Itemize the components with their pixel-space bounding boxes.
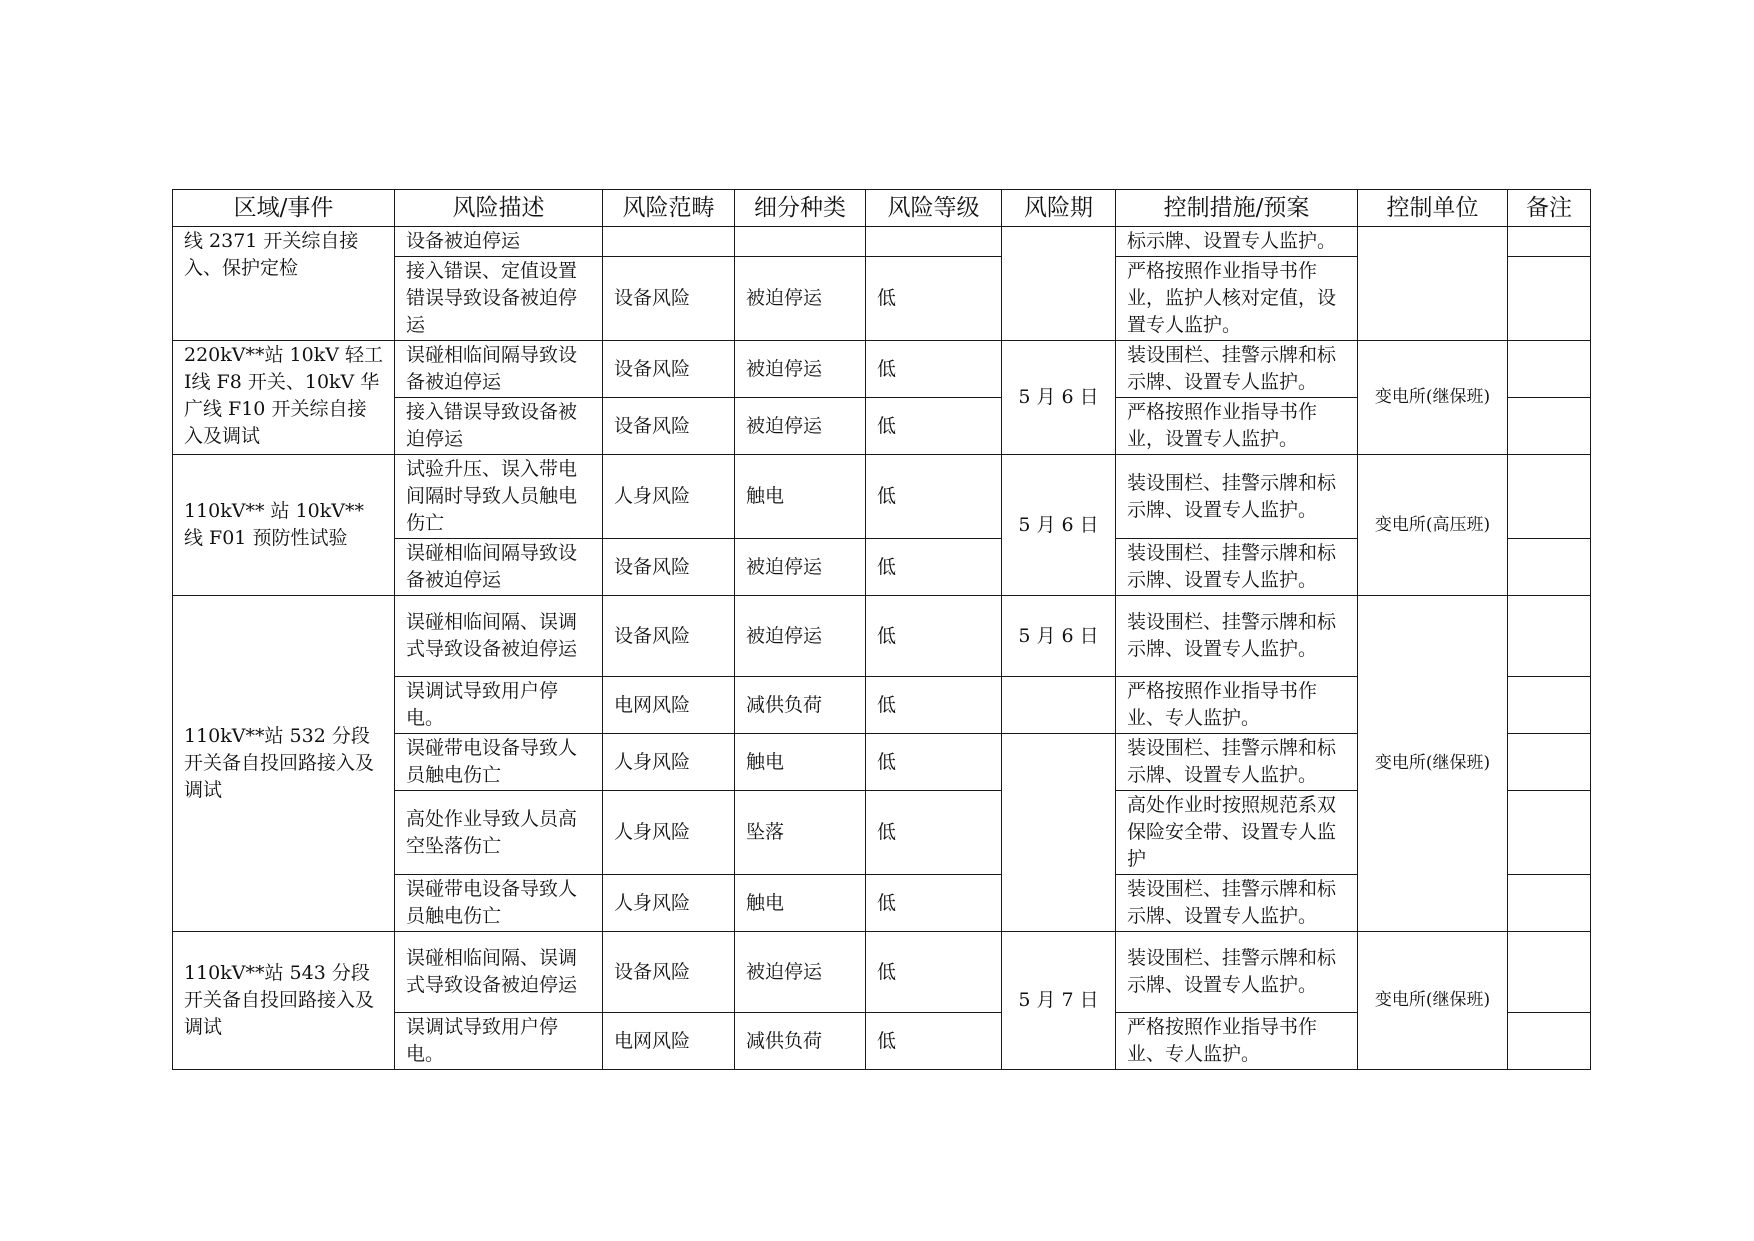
measure-cell: 装设围栏、挂警示牌和标示牌、设置专人监护。 — [1116, 341, 1358, 398]
category-cell: 设备风险 — [603, 932, 735, 1013]
level-cell: 低 — [866, 932, 1002, 1013]
subtype-cell: 触电 — [735, 875, 866, 932]
measure-cell: 装设围栏、挂警示牌和标示牌、设置专人监护。 — [1116, 875, 1358, 932]
unit-cell: 变电所(继保班) — [1358, 341, 1508, 455]
area-cell: 线 2371 开关综自接入、保护定检 — [173, 227, 395, 341]
desc-cell: 误调试导致用户停电。 — [395, 677, 603, 734]
category-cell — [603, 227, 735, 257]
measure-cell: 装设围栏、挂警示牌和标示牌、设置专人监护。 — [1116, 455, 1358, 539]
header-measure: 控制措施/预案 — [1116, 190, 1358, 227]
unit-cell: 变电所(高压班) — [1358, 455, 1508, 596]
category-cell: 设备风险 — [603, 341, 735, 398]
desc-cell: 误碰相临间隔、误调式导致设备被迫停运 — [395, 932, 603, 1013]
header-row — [173, 190, 1591, 227]
level-cell: 低 — [866, 257, 1002, 341]
unit-cell — [1358, 227, 1508, 341]
table-row — [173, 596, 1591, 677]
level-cell: 低 — [866, 539, 1002, 596]
desc-cell: 误碰相临间隔导致设备被迫停运 — [395, 539, 603, 596]
desc-cell: 接入错误导致设备被迫停运 — [395, 398, 603, 455]
subtype-cell: 被迫停运 — [735, 596, 866, 677]
note-cell — [1508, 398, 1591, 455]
header-subtype: 细分种类 — [735, 190, 866, 227]
subtype-cell: 被迫停运 — [735, 539, 866, 596]
note-cell — [1508, 257, 1591, 341]
measure-cell: 严格按照作业指导书作业、专人监护。 — [1116, 1013, 1358, 1070]
note-cell — [1508, 734, 1591, 791]
category-cell: 设备风险 — [603, 539, 735, 596]
category-cell: 人身风险 — [603, 455, 735, 539]
category-cell: 设备风险 — [603, 257, 735, 341]
table-row — [173, 455, 1591, 539]
level-cell: 低 — [866, 596, 1002, 677]
subtype-cell: 触电 — [735, 455, 866, 539]
unit-cell: 变电所(继保班) — [1358, 932, 1508, 1070]
period-cell — [1002, 227, 1116, 341]
header-category: 风险范畴 — [603, 190, 735, 227]
measure-cell: 装设围栏、挂警示牌和标示牌、设置专人监护。 — [1116, 734, 1358, 791]
period-cell: 5 月 6 日 — [1002, 341, 1116, 455]
category-cell: 电网风险 — [603, 677, 735, 734]
measure-cell: 严格按照作业指导书作业、专人监护。 — [1116, 677, 1358, 734]
level-cell — [866, 227, 1002, 257]
table-row — [173, 341, 1591, 398]
period-cell: 5 月 7 日 — [1002, 932, 1116, 1070]
note-cell — [1508, 1013, 1591, 1070]
subtype-cell: 减供负荷 — [735, 677, 866, 734]
level-cell: 低 — [866, 734, 1002, 791]
desc-cell: 误碰带电设备导致人员触电伤亡 — [395, 875, 603, 932]
note-cell — [1508, 596, 1591, 677]
desc-cell: 误碰相临间隔导致设备被迫停运 — [395, 341, 603, 398]
note-cell — [1508, 932, 1591, 1013]
note-cell — [1508, 341, 1591, 398]
note-cell — [1508, 791, 1591, 875]
table-row — [173, 227, 1591, 257]
subtype-cell: 被迫停运 — [735, 257, 866, 341]
subtype-cell — [735, 227, 866, 257]
level-cell: 低 — [866, 341, 1002, 398]
period-cell — [1002, 734, 1116, 932]
period-cell — [1002, 677, 1116, 734]
level-cell: 低 — [866, 455, 1002, 539]
desc-cell: 误调试导致用户停电。 — [395, 1013, 603, 1070]
note-cell — [1508, 455, 1591, 539]
level-cell: 低 — [866, 677, 1002, 734]
period-cell: 5 月 6 日 — [1002, 596, 1116, 677]
header-unit: 控制单位 — [1358, 190, 1508, 227]
measure-cell: 高处作业时按照规范系双保险安全带、设置专人监护 — [1116, 791, 1358, 875]
header-level: 风险等级 — [866, 190, 1002, 227]
desc-cell: 误碰相临间隔、误调式导致设备被迫停运 — [395, 596, 603, 677]
level-cell: 低 — [866, 875, 1002, 932]
subtype-cell: 坠落 — [735, 791, 866, 875]
category-cell: 设备风险 — [603, 398, 735, 455]
header-desc: 风险描述 — [395, 190, 603, 227]
desc-cell: 误碰带电设备导致人员触电伤亡 — [395, 734, 603, 791]
area-cell: 110kV** 站 10kV** 线 F01 预防性试验 — [173, 455, 395, 596]
level-cell: 低 — [866, 398, 1002, 455]
area-cell: 110kV**站 532 分段开关备自投回路接入及调试 — [173, 596, 395, 932]
category-cell: 设备风险 — [603, 596, 735, 677]
risk-table — [172, 189, 1591, 1070]
desc-cell: 接入错误、定值设置错误导致设备被迫停运 — [395, 257, 603, 341]
subtype-cell: 被迫停运 — [735, 932, 866, 1013]
table-row — [173, 932, 1591, 1013]
unit-cell: 变电所(继保班) — [1358, 596, 1508, 932]
level-cell: 低 — [866, 791, 1002, 875]
desc-cell: 设备被迫停运 — [395, 227, 603, 257]
measure-cell: 装设围栏、挂警示牌和标示牌、设置专人监护。 — [1116, 539, 1358, 596]
note-cell — [1508, 875, 1591, 932]
measure-cell: 标示牌、设置专人监护。 — [1116, 227, 1358, 257]
category-cell: 人身风险 — [603, 734, 735, 791]
note-cell — [1508, 539, 1591, 596]
period-cell: 5 月 6 日 — [1002, 455, 1116, 596]
desc-cell: 高处作业导致人员高空坠落伤亡 — [395, 791, 603, 875]
subtype-cell: 减供负荷 — [735, 1013, 866, 1070]
level-cell: 低 — [866, 1013, 1002, 1070]
note-cell — [1508, 677, 1591, 734]
measure-cell: 严格按照作业指导书作业，监护人核对定值，设置专人监护。 — [1116, 257, 1358, 341]
measure-cell: 装设围栏、挂警示牌和标示牌、设置专人监护。 — [1116, 596, 1358, 677]
area-cell: 220kV**站 10kV 轻工Ⅰ线 F8 开关、10kV 华广线 F10 开关综自接入及调试 — [173, 341, 395, 455]
measure-cell: 严格按照作业指导书作业，设置专人监护。 — [1116, 398, 1358, 455]
category-cell: 电网风险 — [603, 1013, 735, 1070]
subtype-cell: 被迫停运 — [735, 398, 866, 455]
subtype-cell: 触电 — [735, 734, 866, 791]
desc-cell: 试验升压、误入带电间隔时导致人员触电伤亡 — [395, 455, 603, 539]
header-period: 风险期 — [1002, 190, 1116, 227]
header-note: 备注 — [1508, 190, 1591, 227]
category-cell: 人身风险 — [603, 791, 735, 875]
subtype-cell: 被迫停运 — [735, 341, 866, 398]
measure-cell: 装设围栏、挂警示牌和标示牌、设置专人监护。 — [1116, 932, 1358, 1013]
note-cell — [1508, 227, 1591, 257]
header-area: 区域/事件 — [173, 190, 395, 227]
area-cell: 110kV**站 543 分段开关备自投回路接入及调试 — [173, 932, 395, 1070]
category-cell: 人身风险 — [603, 875, 735, 932]
